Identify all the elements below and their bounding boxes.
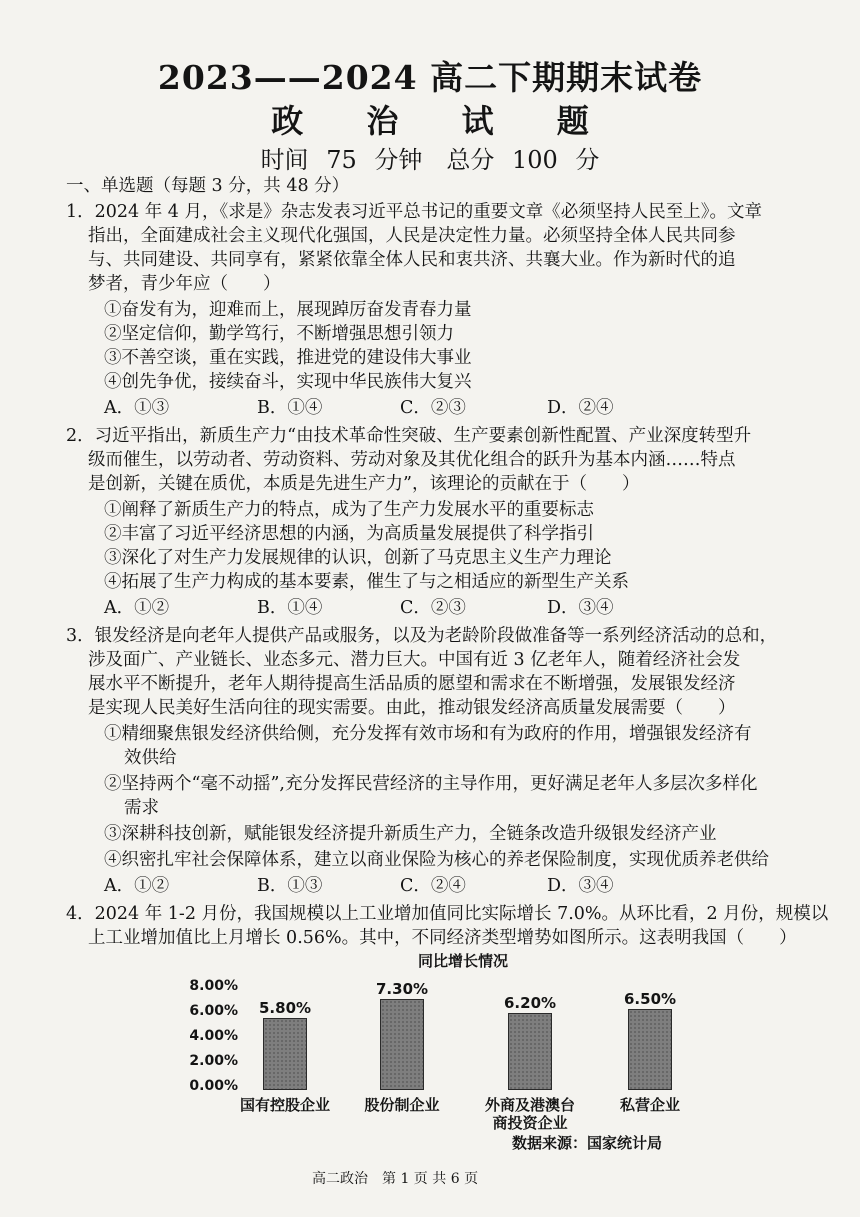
- q4-line: 4．2024 年 1-2 月份，我国规模以上工业增加值同比实际增长 7.0%。从环比看，2 月份，规模以: [66, 904, 829, 924]
- data-source: 数据来源：国家统计局: [512, 1134, 663, 1152]
- bar-value-label: 7.30%: [376, 979, 429, 998]
- category-label: 私营企业: [619, 1096, 680, 1114]
- q1-line: 与、共同建设、共同享有，紧紧依靠全体人民和衷共济、共襄大业。作为新时代的追: [88, 250, 736, 270]
- q2-line: 是创新，关键在质优，本质是先进生产力”，该理论的贡献在于（ ）: [88, 474, 640, 494]
- q2-item: ②丰富了习近平经济思想的内涵，为高质量发展提供了科学指引: [104, 524, 594, 544]
- y-tick-label: 4.00%: [189, 1028, 238, 1044]
- q3-line: 展水平不断提升，老年人期待提高生活品质的愿望和需求在不断增强，发展银发经济: [88, 674, 736, 694]
- q1-item: ③不善空谈，重在实践，推进党的建设伟大事业: [104, 348, 472, 368]
- growth-bar-chart: [180, 950, 740, 1160]
- q3-item: ④织密扎牢社会保障体系，建立以商业保险为核心的养老保险制度，实现优质养老供给: [104, 850, 769, 870]
- q1-item: ②坚定信仰，勤学笃行，不断增强思想引领力: [104, 324, 454, 344]
- q2-option-c: C．②③: [400, 598, 466, 618]
- q1-item: ④创先争优，接续奋斗，实现中华民族伟大复兴: [104, 372, 472, 392]
- q1-option-b: B．①④: [257, 398, 323, 418]
- category-label: 股份制企业: [364, 1096, 440, 1114]
- exam-meta: 时间 75 分钟 总分 100 分: [260, 146, 600, 174]
- q1-option-c: C．②③: [400, 398, 466, 418]
- bar-value-label: 6.20%: [504, 993, 557, 1012]
- q3-item: ②坚持两个“毫不动摇”,充分发挥民营经济的主导作用，更好满足老年人多层次多样化: [104, 774, 758, 794]
- y-tick-label: 2.00%: [189, 1053, 238, 1069]
- q3-item-cont: 需求: [124, 798, 159, 818]
- q2-line: 2．习近平指出，新质生产力“由技术革命性突破、生产要素创新性配置、产业深度转型升: [66, 426, 752, 446]
- q3-option-d: D．③④: [547, 876, 614, 896]
- q1-option-a: A．①③: [104, 398, 170, 418]
- page-footer: 高二政治 第 1 页 共 6 页: [312, 1171, 479, 1187]
- q3-item-cont: 效供给: [124, 748, 177, 768]
- q3-line: 3．银发经济是向老年人提供产品或服务，以及为老龄阶段做准备等一系列经济活动的总和，: [66, 626, 778, 646]
- q3-option-c: C．②④: [400, 876, 466, 896]
- bar: [263, 1018, 307, 1091]
- exam-title: 2023——2024 高二下期期末试卷: [157, 58, 703, 97]
- q2-option-d: D．③④: [547, 598, 614, 618]
- category-label: 国有控股企业: [239, 1096, 330, 1114]
- q3-option-a: A．①②: [104, 876, 170, 896]
- bar-value-label: 6.50%: [624, 989, 677, 1008]
- q3-line: 是实现人民美好生活向往的现实需要。由此，推动银发经济高质量发展需要（ ）: [88, 698, 736, 718]
- q2-item: ③深化了对生产力发展规律的认识，创新了马克思主义生产力理论: [104, 548, 612, 568]
- q4-line: 上工业增加值比上月增长 0.56%。其中，不同经济类型增势如图所示。这表明我国（ ）: [88, 928, 797, 948]
- y-tick-label: 6.00%: [189, 1003, 238, 1019]
- chart-title: 同比增长情况: [418, 952, 509, 970]
- bar: [508, 1013, 552, 1091]
- exam-subject: 政 治 试 题: [271, 102, 615, 140]
- category-label: 外商及港澳台 商投资企业: [484, 1096, 575, 1132]
- plot-area: [239, 979, 720, 1132]
- q2-item: ④拓展了生产力构成的基本要素，催生了与之相适应的新型生产关系: [104, 572, 629, 592]
- q3-item: ①精细聚焦银发经济供给侧，充分发挥有效市场和有为政府的作用，增强银发经济有: [104, 724, 752, 744]
- q2-item: ①阐释了新质生产力的特点，成为了生产力发展水平的重要标志: [104, 500, 594, 520]
- section-heading: 一、单选题（每题 3 分，共 48 分）: [66, 176, 350, 196]
- q1-line: 1．2024 年 4 月，《求是》杂志发表习近平总书记的重要文章《必须坚持人民至上》。文章: [66, 202, 762, 222]
- q3-item: ③深耕科技创新，赋能银发经济提升新质生产力，全链条改造升级银发经济产业: [104, 824, 717, 844]
- q1-line: 指出，全面建成社会主义现代化强国，人民是决定性力量。必须坚持全体人民共同参: [88, 226, 736, 246]
- q1-option-d: D．②④: [547, 398, 614, 418]
- q2-option-a: A．①②: [104, 598, 170, 618]
- q1-item: ①奋发有为，迎难而上，展现踔厉奋发青春力量: [104, 300, 472, 320]
- q3-line: 涉及面广、产业链长、业态多元、潜力巨大。中国有近 3 亿老年人，随着经济社会发: [88, 650, 741, 670]
- y-tick-label: 8.00%: [189, 978, 238, 994]
- q2-option-b: B．①④: [257, 598, 323, 618]
- bar: [628, 1009, 672, 1090]
- q3-option-b: B．①③: [257, 876, 323, 896]
- bar-value-label: 5.80%: [259, 998, 312, 1017]
- q1-line: 梦者，青少年应（ ）: [88, 274, 281, 294]
- y-tick-label: 0.00%: [189, 1078, 238, 1094]
- bar: [380, 999, 424, 1090]
- q2-line: 级而催生，以劳动者、劳动资料、劳动对象及其优化组合的跃升为基本内涵……特点: [88, 450, 736, 470]
